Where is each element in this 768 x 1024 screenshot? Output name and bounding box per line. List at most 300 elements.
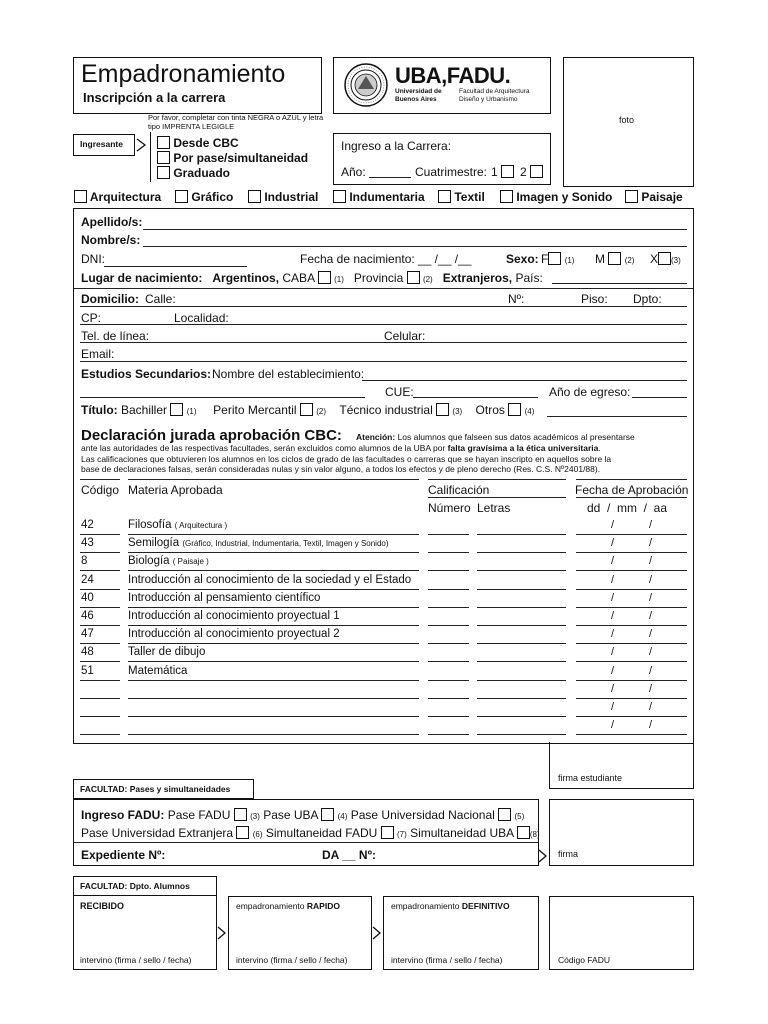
fecha-line[interactable]	[576, 680, 687, 681]
logo-university: Universidad de Buenos Aires	[395, 88, 442, 103]
pases-row-2	[81, 826, 540, 840]
sexo-f[interactable]	[541, 252, 574, 266]
subject-name-text: Biología	[128, 555, 170, 568]
date-slash: /	[649, 719, 653, 732]
fecha-line[interactable]	[576, 534, 687, 535]
checkbox-pase-extranjera[interactable]	[236, 826, 249, 839]
intervino-2: intervino (firma / sello / fecha)	[236, 955, 348, 965]
note-2: (2)	[624, 256, 635, 265]
checkbox-pase-nacional[interactable]	[498, 808, 511, 821]
definitivo-label	[391, 901, 510, 911]
sexo-x-label: X	[650, 252, 659, 266]
domicilio-label: Domicilio:	[81, 292, 140, 306]
col-codigo: Código	[81, 483, 120, 497]
date-slash: /	[649, 610, 653, 622]
subject-note: ( Paisaje )	[172, 557, 209, 567]
ingresante-label: Ingresante	[80, 139, 123, 149]
letras-line[interactable]	[477, 680, 566, 681]
subject-name-text: Introducción al conocimiento proyectual 2	[128, 628, 340, 641]
numero-line[interactable]	[428, 680, 469, 681]
checkbox-graduado[interactable]	[157, 166, 170, 179]
materia-line[interactable]	[128, 607, 419, 608]
provincia-label: Provincia	[353, 271, 404, 285]
pases-arrow	[538, 849, 548, 868]
subject-name	[128, 610, 340, 622]
subject-name-text: Semilogía	[128, 537, 180, 550]
note-3: (3)	[250, 812, 260, 821]
materia-line[interactable]	[128, 625, 419, 626]
firma-label: firma	[558, 849, 578, 859]
career-indumentaria[interactable]	[333, 190, 425, 204]
date-slash: /	[649, 537, 653, 550]
code-line[interactable]	[80, 734, 120, 735]
ingresante-option-graduado[interactable]	[157, 166, 230, 180]
subject-code: 48	[81, 646, 94, 659]
sexo-m-label: M	[595, 252, 605, 266]
option-graduado-label: Graduado	[173, 166, 231, 180]
simul-uba-label: Simultaneidad UBA	[410, 826, 514, 840]
numero-line[interactable]	[428, 589, 469, 590]
cuatrimestre-1[interactable]	[491, 165, 514, 179]
otros-label: Otros	[475, 403, 505, 417]
dni-label: DNI:	[81, 252, 105, 266]
codigo-fadu-label: Código FADU	[558, 955, 610, 965]
page-title: Empadronamiento	[81, 60, 286, 88]
numero-label: Nº:	[508, 292, 525, 306]
career-paisaje[interactable]	[625, 190, 683, 204]
apellido-input[interactable]	[143, 229, 687, 230]
note-3: (3)	[671, 256, 681, 265]
pase-nacional-label: Pase Universidad Nacional	[350, 808, 495, 822]
code-line[interactable]	[80, 643, 120, 644]
date-slash: /	[611, 610, 615, 622]
header-line-codigo	[80, 479, 120, 480]
date-slash: /	[611, 682, 615, 695]
option-pase-label: Por pase/simultaneidad	[173, 151, 309, 165]
code-line[interactable]	[80, 534, 120, 535]
checkbox-pase[interactable]	[157, 151, 170, 164]
fecha-line[interactable]	[576, 552, 687, 553]
date-slash: /	[649, 646, 653, 659]
letras-line[interactable]	[477, 643, 566, 644]
pases-tab-label: FACULTAD: Pases y simultaneidades	[80, 784, 231, 794]
cbc-text-2: ante las autoridades de las respectivas facultades, serán excluidos como alumnos de la UBA por falta gravísima a la ética universitaria.	[81, 443, 601, 453]
subject-name-text: Matemática	[128, 664, 188, 677]
egreso-input[interactable]	[632, 397, 687, 398]
materia-line[interactable]	[128, 680, 419, 681]
checkbox-cbc[interactable]	[157, 136, 170, 149]
career-grafico[interactable]	[175, 190, 233, 204]
pais-label: País:	[515, 271, 543, 285]
piso-label: Piso:	[581, 292, 608, 306]
sexo-label: Sexo:	[506, 252, 539, 266]
materia-line[interactable]	[128, 734, 419, 735]
logo-main: UBA,FADU.	[395, 63, 511, 88]
date-slash: /	[649, 664, 653, 677]
firma-estudiante-tab	[549, 742, 552, 748]
letras-line[interactable]	[477, 661, 566, 662]
c2-label: 2	[520, 165, 527, 179]
subject-name	[128, 537, 389, 549]
atencion-label: Atención:	[356, 432, 396, 442]
year-input[interactable]	[369, 177, 411, 178]
code-line[interactable]	[80, 607, 120, 608]
code-line[interactable]	[80, 680, 120, 681]
page-subtitle: Inscripción a la carrera	[83, 90, 226, 105]
subject-name	[128, 555, 209, 567]
calle-label: Calle:	[145, 292, 176, 306]
fecha-line[interactable]	[576, 625, 687, 626]
code-line[interactable]	[80, 698, 120, 699]
fecha-line[interactable]	[576, 698, 687, 699]
date-slash: /	[649, 555, 653, 568]
col-fecha: Fecha de Aprobación	[575, 483, 689, 497]
subject-name	[128, 646, 205, 658]
checkbox-sexo-m[interactable]	[608, 252, 621, 265]
note-7: (7)	[396, 830, 407, 839]
cuatrimestre-label: Cuatrimestre:	[415, 165, 488, 179]
date-slash: /	[611, 664, 615, 677]
letras-line[interactable]	[477, 552, 566, 553]
numero-line[interactable]	[428, 570, 469, 571]
numero-line[interactable]	[428, 625, 469, 626]
checkbox-sexo-x[interactable]	[658, 252, 671, 265]
subject-note: ( Arquitectura )	[174, 521, 228, 530]
subject-code: 47	[81, 628, 94, 641]
titulo-row	[81, 403, 534, 417]
uba-seal-icon	[343, 62, 389, 108]
checkbox-otros[interactable]	[508, 403, 521, 416]
email-label: Email:	[81, 347, 115, 361]
localidad-label: Localidad:	[174, 311, 229, 325]
apellido-label: Apellido/s:	[81, 215, 143, 229]
cbc-title: Declaración jurada aprobación CBC:	[81, 427, 342, 444]
checkbox-caba[interactable]	[318, 271, 331, 284]
career-label: Arquitectura	[89, 190, 162, 204]
note-1: (1)	[334, 275, 344, 284]
checkbox-tecnico[interactable]	[436, 403, 449, 416]
subject-name	[128, 665, 187, 677]
sexo-x[interactable]	[650, 252, 681, 266]
email-input[interactable]	[80, 361, 687, 362]
checkbox-grafico[interactable]	[175, 190, 188, 203]
cp-localidad-input[interactable]	[80, 324, 687, 325]
pases-row-1	[81, 808, 524, 822]
checkbox-simul-fadu[interactable]	[381, 826, 394, 839]
cbc-text-1: Los alumnos que falseen sus datos académicos al presentarse	[397, 432, 635, 442]
definitivo-text: DEFINITIVO	[461, 901, 510, 911]
cbc-text-4: base de declaraciones falsas, serán consideradas nulas y sin valor alguno, a todos los efectos y de pleno derecho (Res. C.S. Nº2401/88).	[81, 464, 601, 474]
cbc-text-2a: ante las autoridades de las respectivas facultades, serán excluidos como alumnos de la UBA por	[81, 443, 446, 453]
date-slash: /	[649, 682, 653, 695]
subject-note: (Gráfico, Industrial, Indumentaria, Textil, Imagen y Sonido)	[182, 539, 389, 549]
subject-code: 8	[81, 555, 88, 568]
pase-extranjera-label: Pase Universidad Extranjera	[81, 826, 234, 840]
emp-label: empadronamiento	[236, 901, 305, 911]
career-industrial[interactable]	[248, 190, 318, 204]
egreso-label: Año de egreso:	[549, 385, 631, 399]
numero-line[interactable]	[428, 698, 469, 699]
career-imagen-sonido[interactable]	[500, 190, 612, 204]
checkbox-sexo-f[interactable]	[548, 252, 561, 265]
establecimiento-input-2[interactable]	[80, 397, 365, 398]
establecimiento-input[interactable]	[362, 380, 687, 381]
career-label: Textil	[454, 190, 485, 204]
checkbox-perito[interactable]	[300, 403, 313, 416]
subject-name	[128, 628, 340, 640]
checkbox-c1[interactable]	[501, 165, 514, 178]
recibido-label: RECIBIDO	[80, 901, 125, 911]
date-slash: /	[649, 573, 653, 586]
subject-name-text: Introducción al conocimiento de la sociedad y el Estado	[128, 573, 412, 586]
expediente-label: Expediente Nº:	[81, 848, 166, 862]
letras-line[interactable]	[477, 716, 566, 717]
checkbox-bachiller[interactable]	[170, 403, 183, 416]
ingresante-arrow	[136, 138, 148, 157]
arrow-2	[372, 926, 382, 945]
dpto-label: Dpto:	[633, 292, 662, 306]
date-slash: /	[611, 591, 615, 604]
date-slash: /	[611, 719, 615, 732]
materia-line[interactable]	[128, 552, 419, 553]
titulo-label: Título:	[81, 403, 118, 417]
note-8: (8)	[529, 830, 540, 839]
checkbox-arquitectura[interactable]	[74, 190, 87, 203]
perito-label: Perito Mercantil	[213, 403, 297, 417]
sexo-m[interactable]	[595, 252, 634, 266]
career-label: Gráfico	[191, 190, 234, 204]
simul-fadu-label: Simultaneidad FADU	[265, 826, 378, 840]
pases-divider	[74, 842, 538, 843]
note-4: (4)	[337, 812, 348, 821]
checkbox-simul-uba[interactable]	[517, 826, 530, 839]
lugar-nac-row	[81, 271, 543, 285]
code-line[interactable]	[80, 589, 120, 590]
date-slash: /	[611, 519, 615, 531]
logo-faculty: Facultad de Arquitectura Diseño y Urbanismo	[459, 88, 530, 103]
numero-line[interactable]	[428, 607, 469, 608]
career-textil[interactable]	[438, 190, 485, 204]
subject-name-text: Filosofía	[128, 519, 172, 531]
col-date: dd / mm / aa	[587, 501, 668, 515]
cbc-atencion	[356, 432, 635, 442]
nombre-input[interactable]	[143, 246, 687, 247]
date-slash: /	[611, 537, 615, 550]
col-numero: Número	[428, 501, 471, 515]
option-cbc-label: Desde CBC	[173, 136, 239, 150]
numero-line[interactable]	[428, 552, 469, 553]
note-1: (1)	[564, 256, 575, 265]
code-line[interactable]	[80, 716, 120, 717]
otros-input[interactable]	[547, 416, 687, 417]
intervino-1: intervino (firma / sello / fecha)	[80, 955, 192, 965]
fecha-line[interactable]	[576, 716, 687, 717]
sexo-f-label: F	[541, 252, 549, 266]
fecha-line[interactable]	[576, 589, 687, 590]
letras-line[interactable]	[477, 589, 566, 590]
photo-label: foto	[619, 115, 635, 125]
subject-name-text: Introducción al pensamiento científico	[128, 591, 321, 604]
header-line-calif-2	[428, 497, 566, 498]
note-5: (5)	[514, 812, 525, 821]
tel-label: Tel. de línea:	[81, 329, 150, 343]
note-1: (1)	[186, 407, 197, 416]
subject-name-text: Taller de dibujo	[128, 646, 206, 659]
date-slash: /	[611, 628, 615, 641]
establecimiento-label: Nombre del establecimiento:	[212, 367, 365, 381]
checkbox-pase-uba[interactable]	[321, 808, 334, 821]
tecnico-label: Técnico industrial	[339, 403, 433, 417]
col-letras: Letras	[477, 501, 511, 515]
fecha-nac-label: Fecha de nacimiento:	[300, 252, 415, 266]
subject-code: 40	[81, 591, 94, 604]
alumnos-tab-label: FACULTAD: Dpto. Alumnos	[80, 881, 190, 891]
code-line[interactable]	[80, 570, 120, 571]
letras-line[interactable]	[477, 607, 566, 608]
checkbox-provincia[interactable]	[407, 271, 420, 284]
materia-line[interactable]	[128, 570, 419, 571]
subject-name	[128, 519, 227, 531]
letras-line[interactable]	[477, 625, 566, 626]
bachiller-label: Bachiller	[121, 403, 168, 417]
date-slash: /	[611, 573, 615, 586]
instructions: Por favor, completar con tinta NEGRA o AZUL y letra tipo IMPRENTA LEGIGLE	[148, 113, 324, 131]
cp-label: CP:	[81, 311, 102, 325]
date-slash: /	[611, 555, 615, 568]
ingresante-option-cbc[interactable]	[157, 136, 239, 150]
rapido-text: RAPIDO	[306, 901, 340, 911]
note-6: (6)	[252, 830, 263, 839]
argentinos-label: Argentinos,	[212, 271, 280, 285]
note-3: (3)	[452, 407, 463, 416]
subject-code: 51	[81, 664, 94, 677]
fecha-line[interactable]	[576, 734, 687, 735]
numero-line[interactable]	[428, 534, 469, 535]
letras-line[interactable]	[477, 734, 566, 735]
intervino-3: intervino (firma / sello / fecha)	[391, 955, 503, 965]
date-slash: /	[649, 701, 653, 713]
letras-line[interactable]	[477, 534, 566, 535]
numero-line[interactable]	[428, 661, 469, 662]
note-2: (2)	[316, 407, 327, 416]
secundarios-label: Estudios Secundarios:	[81, 367, 212, 381]
checkbox-indumentaria[interactable]	[333, 190, 346, 203]
header-line-fecha	[576, 479, 687, 480]
firma-estudiante-label: firma estudiante	[558, 773, 623, 783]
celular-label: Celular:	[384, 329, 426, 343]
da-label: DA __ Nº:	[322, 848, 376, 862]
cuatrimestre-2[interactable]	[520, 165, 543, 179]
subject-name-text: Introducción al conocimiento proyectual 1	[128, 610, 340, 622]
domicilio-input[interactable]	[80, 306, 687, 307]
fecha-line[interactable]	[576, 643, 687, 644]
ingreso-fadu-label: Ingreso FADU:	[81, 808, 165, 822]
cbc-text-2b: falta gravísima a la ética universitaria	[447, 443, 599, 453]
letras-line[interactable]	[477, 570, 566, 571]
ingresante-option-pase[interactable]	[157, 151, 308, 165]
subject-name	[128, 574, 411, 586]
separator	[74, 288, 693, 289]
note-2: (2)	[422, 275, 433, 284]
materia-line[interactable]	[128, 643, 419, 644]
code-line[interactable]	[80, 625, 120, 626]
ingreso-year-label: Año:	[341, 165, 366, 179]
fecha-nac-input[interactable]: __ /__ /__	[418, 252, 472, 266]
numero-line[interactable]	[428, 716, 469, 717]
checkbox-textil[interactable]	[438, 190, 451, 203]
header-line-materia	[128, 479, 419, 480]
note-4: (4)	[524, 407, 535, 416]
c1-label: 1	[491, 165, 498, 179]
materia-line[interactable]	[128, 661, 419, 662]
date-slash: /	[611, 701, 615, 713]
cue-label: CUE:	[385, 385, 414, 399]
cue-input[interactable]	[413, 397, 538, 398]
tel-input[interactable]	[80, 342, 687, 343]
letras-line[interactable]	[477, 698, 566, 699]
col-calificacion: Calificación	[428, 483, 490, 497]
col-materia: Materia Aprobada	[128, 483, 223, 497]
subject-code: 43	[81, 537, 94, 550]
code-line[interactable]	[80, 661, 120, 662]
emp-label: empadronamiento	[391, 901, 460, 911]
pais-input[interactable]	[552, 283, 687, 284]
arrow-1	[217, 926, 227, 945]
checkbox-pase-fadu[interactable]	[234, 808, 247, 821]
fecha-line[interactable]	[576, 607, 687, 608]
extranjeros-label: Extranjeros,	[442, 271, 513, 285]
subject-code: 46	[81, 610, 94, 622]
header-line-calif	[428, 479, 566, 480]
numero-line[interactable]	[428, 734, 469, 735]
checkbox-imagen-sonido[interactable]	[500, 190, 513, 203]
subject-code: 24	[81, 573, 94, 586]
fecha-line[interactable]	[576, 661, 687, 662]
ingreso-title: Ingreso a la Carrera:	[341, 139, 452, 153]
dni-input[interactable]	[104, 266, 247, 267]
rapido-label	[236, 901, 340, 911]
checkbox-c2[interactable]	[530, 165, 543, 178]
career-label: Paisaje	[641, 190, 683, 204]
subject-code: 42	[81, 519, 94, 531]
date-slash: /	[649, 628, 653, 641]
pase-fadu-label: Pase FADU	[167, 808, 231, 822]
checkbox-paisaje[interactable]	[625, 190, 638, 203]
materia-line[interactable]	[128, 698, 419, 699]
numero-line[interactable]	[428, 643, 469, 644]
materia-line[interactable]	[128, 534, 419, 535]
pase-uba-label: Pase UBA	[263, 808, 318, 822]
nombre-label: Nombre/s:	[81, 233, 141, 247]
code-line[interactable]	[80, 552, 120, 553]
lugar-label: Lugar de nacimiento:	[81, 271, 203, 285]
materia-line[interactable]	[128, 716, 419, 717]
date-slash: /	[611, 646, 615, 659]
checkbox-industrial[interactable]	[248, 190, 261, 203]
career-label: Imagen y Sonido	[516, 190, 613, 204]
date-slash: /	[649, 591, 653, 604]
fecha-line[interactable]	[576, 570, 687, 571]
cbc-text-3: Las calificaciones que obtuvieren los alumnos en los ciclos de grado de las facultades o carreras que se hayan inscripto en aquellos sobre la	[81, 454, 612, 464]
date-slash: /	[649, 519, 653, 531]
caba-label: CABA	[282, 271, 315, 285]
subject-name	[128, 592, 320, 604]
career-label: Indumentaria	[349, 190, 425, 204]
career-label: Industrial	[264, 190, 319, 204]
materia-line[interactable]	[128, 589, 419, 590]
career-arquitectura[interactable]	[74, 190, 161, 204]
header-line-fecha-2	[576, 497, 687, 498]
